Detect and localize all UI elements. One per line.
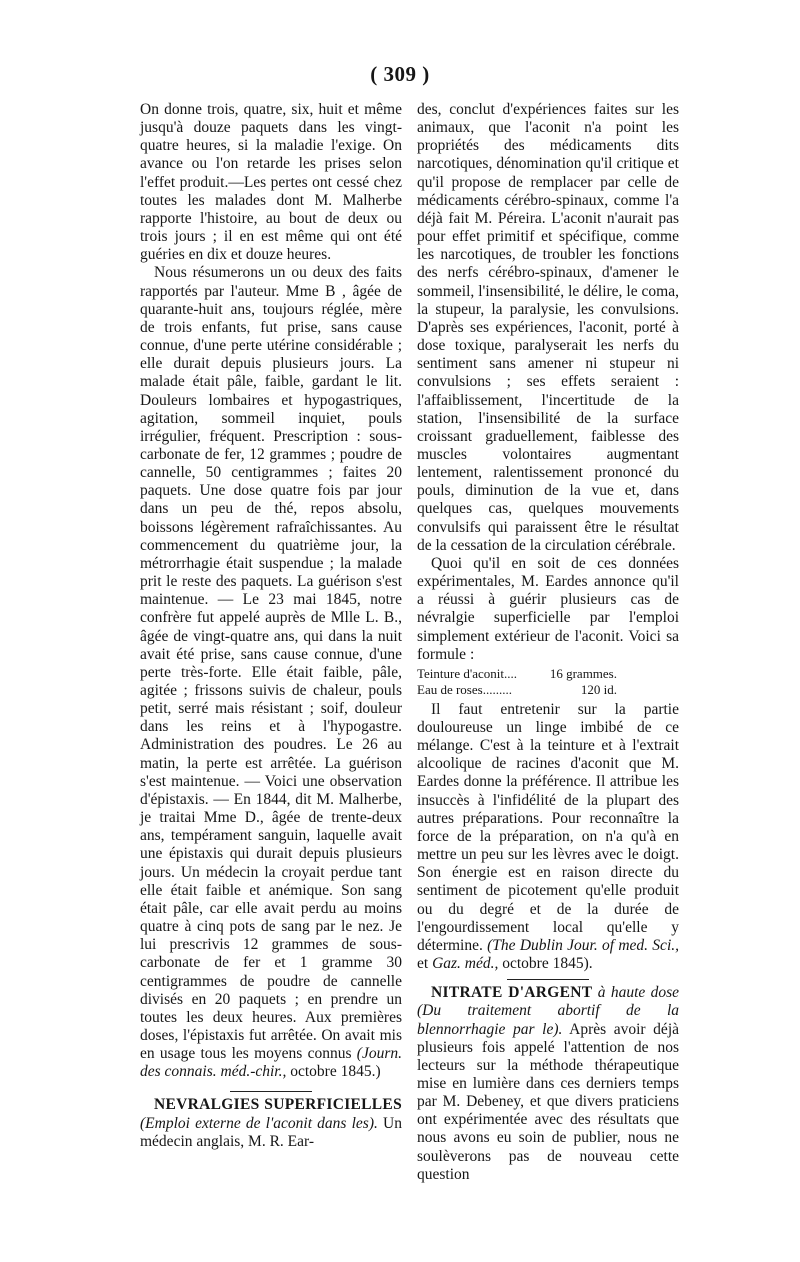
paragraph: Quoi qu'il en soit de ces données expérimentales, M. Eardes annonce qu'il a réussi à guérir plusieurs cas de névralgie superficielle par l'emploi simplement extérieur de l'aconit. Voici sa formule : xyxy=(417,554,679,663)
section-text: Après avoir déjà plusieurs fois appelé l'attention de nos lecteurs sur la méthode thérapeutique mise en lumière dans ces derniers temps par M. Debeney, et que divers praticiens ont expérimentée avec des résultats que nous avons eu soin de publier, nous ne soulèverons pas de nouveau cette question xyxy=(417,1020,679,1183)
section-heading: NEVRALGIES SUPERFICIELLES xyxy=(154,1096,402,1114)
paragraph: des, conclut d'expériences faites sur les animaux, que l'aconit n'a point les propriétés des médicaments dits narcotiques, dénomination qu'il critique et qu'il propose de remplacer par celle de médicaments cérébro-spinaux, comme l'a déjà fait M. Péreira. L'aconit n'aurait pas pour effet primitif et spécifique, comme les narcotiques, de troubler les fonctions des nerfs cérébro-spinaux, d'amener le sommeil, l'insensibilité, le délire, le coma, la stupeur, la paralysie, les convulsions. D'après ses expériences, l'aconit, porté à dose toxique, paralyserait les nerfs du sentiment sans amener ni stupeur ni convulsions ; ses effets seraient : l'affaiblissement, l'incertitude de la station, l'insensibilité de la surface croissant graduellement, faiblesse des muscles volontaires augmentant lentement, ralentissement prononcé du pouls, diminution de la vue et, dans quelques cas, quelques mouvements convulsifs qui paraissent être le résultat de la cessation de la circulation cérébrale. xyxy=(417,101,679,554)
citation: (The Dublin Jour. of med. Sci., xyxy=(487,936,679,954)
section-divider xyxy=(507,979,589,980)
citation-date: octobre 1845). xyxy=(498,955,593,973)
right-column xyxy=(417,101,679,1184)
citation-date: octobre 1845.) xyxy=(286,1063,381,1081)
section-heading: NITRATE D'ARGENT xyxy=(431,984,593,1002)
left-column xyxy=(140,101,402,1151)
formula-ingredient: Eau de roses......... xyxy=(417,681,512,697)
formula-quantity: 120 id. xyxy=(580,681,617,697)
section-entry xyxy=(417,984,679,1184)
citation-second: Gaz. méd., xyxy=(432,955,499,973)
citation: (Journ. des connais. méd.-chir., xyxy=(140,1045,402,1081)
paragraph xyxy=(417,701,679,973)
paragraph xyxy=(140,264,402,1081)
paragraph-text: Il faut entretenir sur la partie douloureuse un linge imbibé de ce mélange. C'est à la teinture et à l'extrait alcoolique de racines d'aconit que M. Eardes donne la préférence. Il attribue les insuccès à l'infidélité de la plupart des autres préparations. Pour reconnaître la force de la préparation, on n'a qu'à en mettre un peu sur les lèvres avec le doigt. Son énergie est en raison directe du sentiment de picotement qu'elle produit ou du degré et de la durée de l'engourdissement local qu'elle y détermine. xyxy=(417,700,679,954)
section-entry xyxy=(140,1096,402,1150)
formula-row xyxy=(417,666,679,682)
formula-quantity: 16 grammes. xyxy=(549,665,617,681)
paragraph-text: Nous résumerons un ou deux des faits rapportés par l'auteur. Mme B , âgée de quarante-huit ans, toujours réglée, mère de trois enfants, fut prise, sans cause connue, d'une perte utérine considérable ; elle durait depuis plusieurs jours. La malade était pâle, faible, gardant le lit. Douleurs lombaires et hypogastriques, agitation, sommeil inquiet, pouls irrégulier, fréquent. Prescription : sous-carbonate de fer, 12 grammes ; poudre de cannelle, 50 centigrammes ; faites 20 paquets. Une dose quatre fois par jour dans un peu de thé, repos absolu, boissons légèrement rafraîchissantes. Au commencement du quatrième jour, la métrorrhagie était suspendue ; la malade prit le reste des paquets. La guérison s'est maintenue. — Le 23 mai 1845, notre confrère fut appelé auprès de Mlle L. B., âgée de vingt-quatre ans, qui dans la nuit avait été prise, sans cause connue, d'une perte très-forte. Elle était faible, pâle, agitée ; frissons suivis de chaleur, pouls petit, serré mais résistant ; soif, douleur dans les reins et à l'hypogastre. Administration des poudres. Le 26 au matin, la perte est arrêtée. La guérison s'est maintenue. — Voici une observation d'épistaxis. — En 1844, dit M. Malherbe, je traitai Mme D., âgée de trente-deux ans, tempérament sanguin, laquelle avait une épistaxis qui durait depuis plusieurs jours. Un médecin la croyait perdue tant elle était faible et anémique. Son sang était pâle, car elle avait perdu au moins quatre à cinq pots de sang par le nez. Je lui prescrivis 12 grammes de sous-carbonate de fer et 1 gramme 30 centigrammes de poudre de cannelle divisés en 20 paquets ; en prendre un toutes les deux heures. Aux premières doses, l'épistaxis fut arrêtée. On avait mis en usage tous les moyens connus xyxy=(140,264,402,1063)
page-number: ( 309 ) xyxy=(370,62,430,86)
formula-ingredient: Teinture d'aconit.... xyxy=(417,665,517,681)
citation-joiner: et xyxy=(417,955,433,973)
section-divider xyxy=(230,1091,312,1092)
section-subtitle: (Emploi externe de l'aconit dans les). xyxy=(140,1114,378,1132)
paragraph: On donne trois, quatre, six, huit et même jusqu'à douze paquets dans les vingt-quatre heures, si la maladie l'exige. On avance ou l'on retarde les prises selon l'effet produit.—Les pertes ont cessé chez toutes les malades dont M. Malherbe rapporte l'histoire, au bout de deux ou trois jours ; il en est même qui ont été guéries en dix et douze heures. xyxy=(140,101,402,264)
formula-row xyxy=(417,682,679,698)
section-text: Un médecin anglais, M. R. Ear- xyxy=(140,1114,402,1150)
formula xyxy=(417,666,679,698)
section-subtitle: à haute dose (Du traitement abortif de la blennorrhagie par le). xyxy=(417,984,679,1038)
